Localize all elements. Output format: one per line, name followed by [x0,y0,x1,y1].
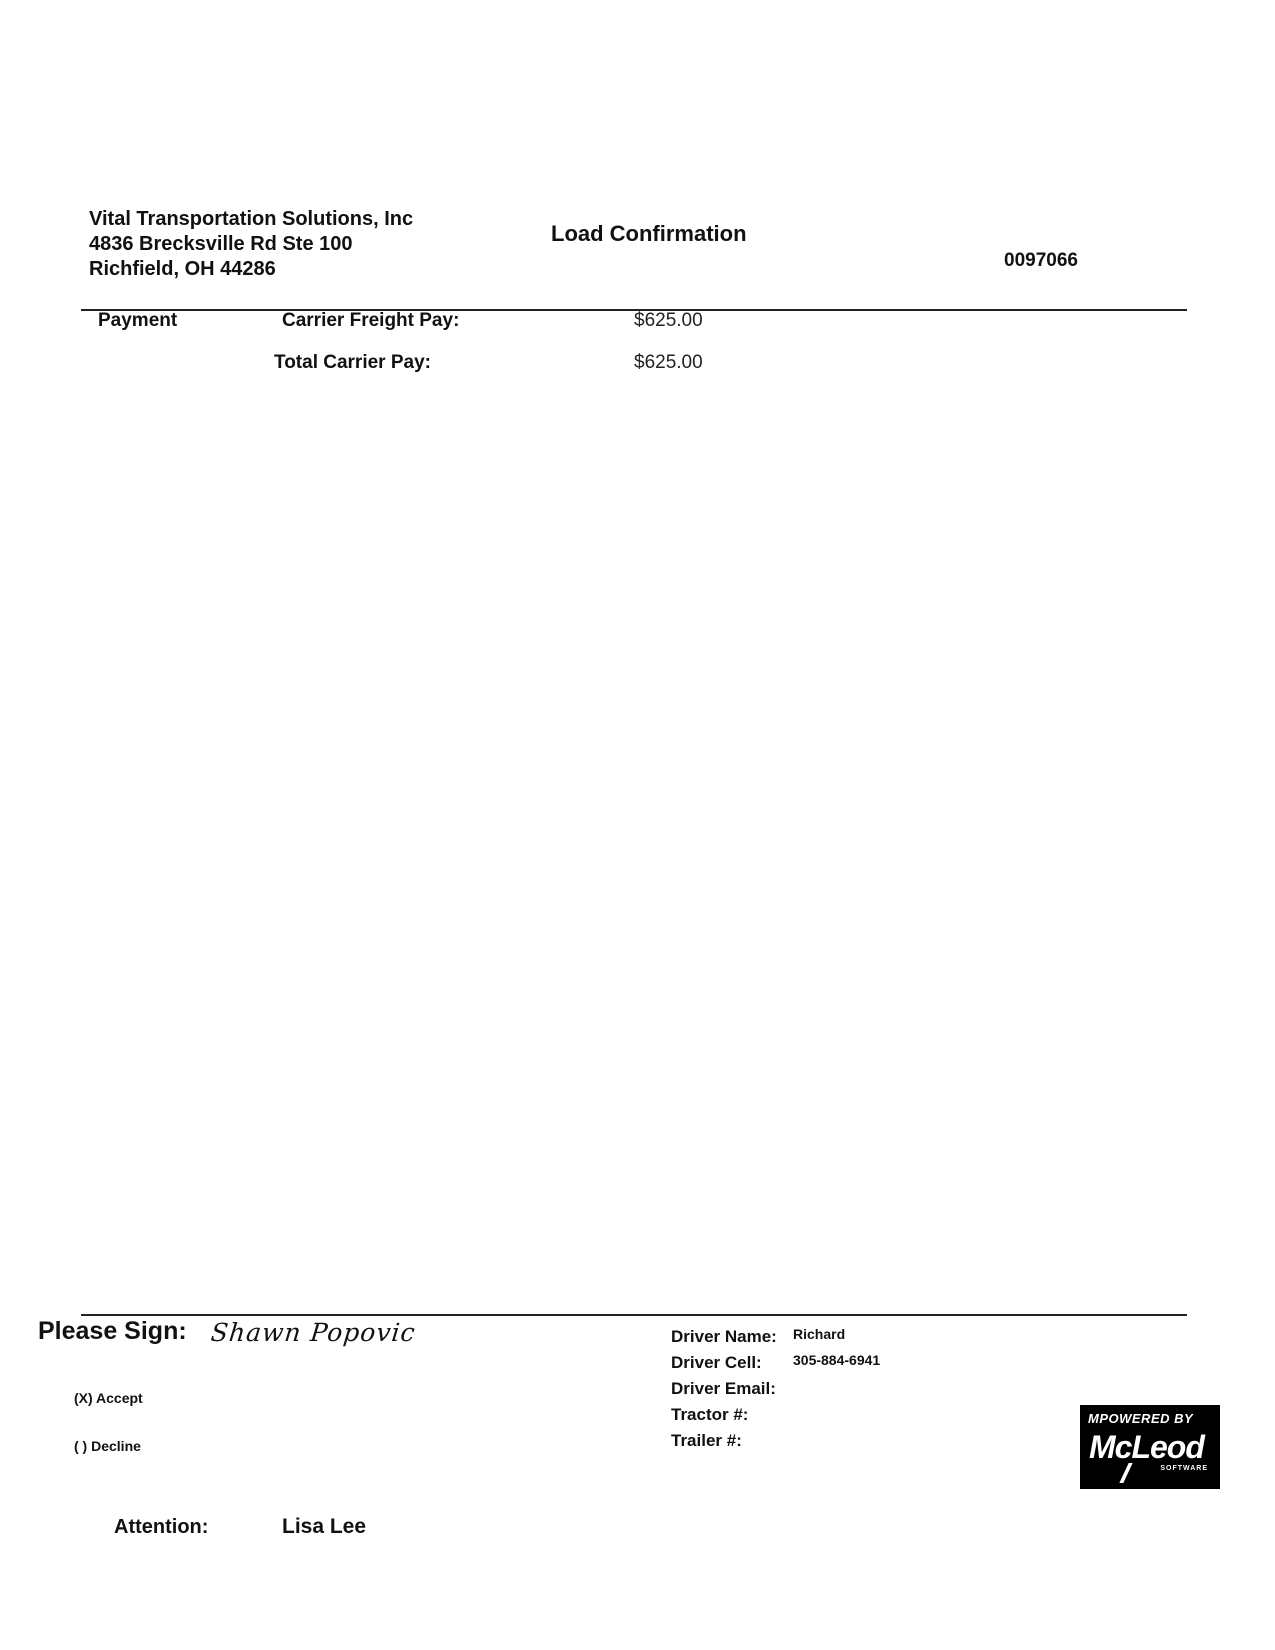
logo-sub-text: SOFTWARE [1160,1465,1208,1472]
carrier-freight-pay-amount: $625.00 [634,310,703,331]
carrier-freight-pay-label: Carrier Freight Pay: [282,310,460,331]
signature: Shawn Popovic [209,1318,418,1347]
attention-value: Lisa Lee [282,1515,367,1538]
decline-option: ( ) Decline [74,1438,141,1454]
mcleod-software-logo [1080,1405,1220,1489]
company-name: Vital Transportation Solutions, Inc [89,208,414,230]
trailer-number-label: Trailer #: [671,1431,742,1450]
driver-name-label: Driver Name: [671,1327,777,1346]
total-carrier-pay-label: Total Carrier Pay: [274,352,431,373]
tractor-number-label: Tractor #: [671,1405,749,1424]
company-address-line1: 4836 Brecksville Rd Ste 100 [89,233,353,255]
driver-cell-label: Driver Cell: [671,1353,762,1372]
logo-slash-icon [1119,1463,1132,1483]
driver-name-value: Richard [793,1326,846,1342]
please-sign-label: Please Sign: [38,1317,187,1345]
total-carrier-pay-amount: $625.00 [634,352,703,373]
driver-email-label: Driver Email: [671,1379,776,1398]
accept-option: (X) Accept [74,1390,143,1406]
logo-brand-text: McLeod [1089,1429,1204,1465]
payment-section-label: Payment [98,310,178,331]
logo-top-text: MPOWERED BY [1088,1411,1194,1426]
driver-cell-value: 305-884-6941 [793,1352,881,1368]
document-title: Load Confirmation [551,221,747,246]
attention-label: Attention: [114,1516,209,1538]
company-address-line2: Richfield, OH 44286 [89,258,276,280]
load-number: 0097066 [1004,250,1078,271]
signature-divider [81,1314,1187,1316]
